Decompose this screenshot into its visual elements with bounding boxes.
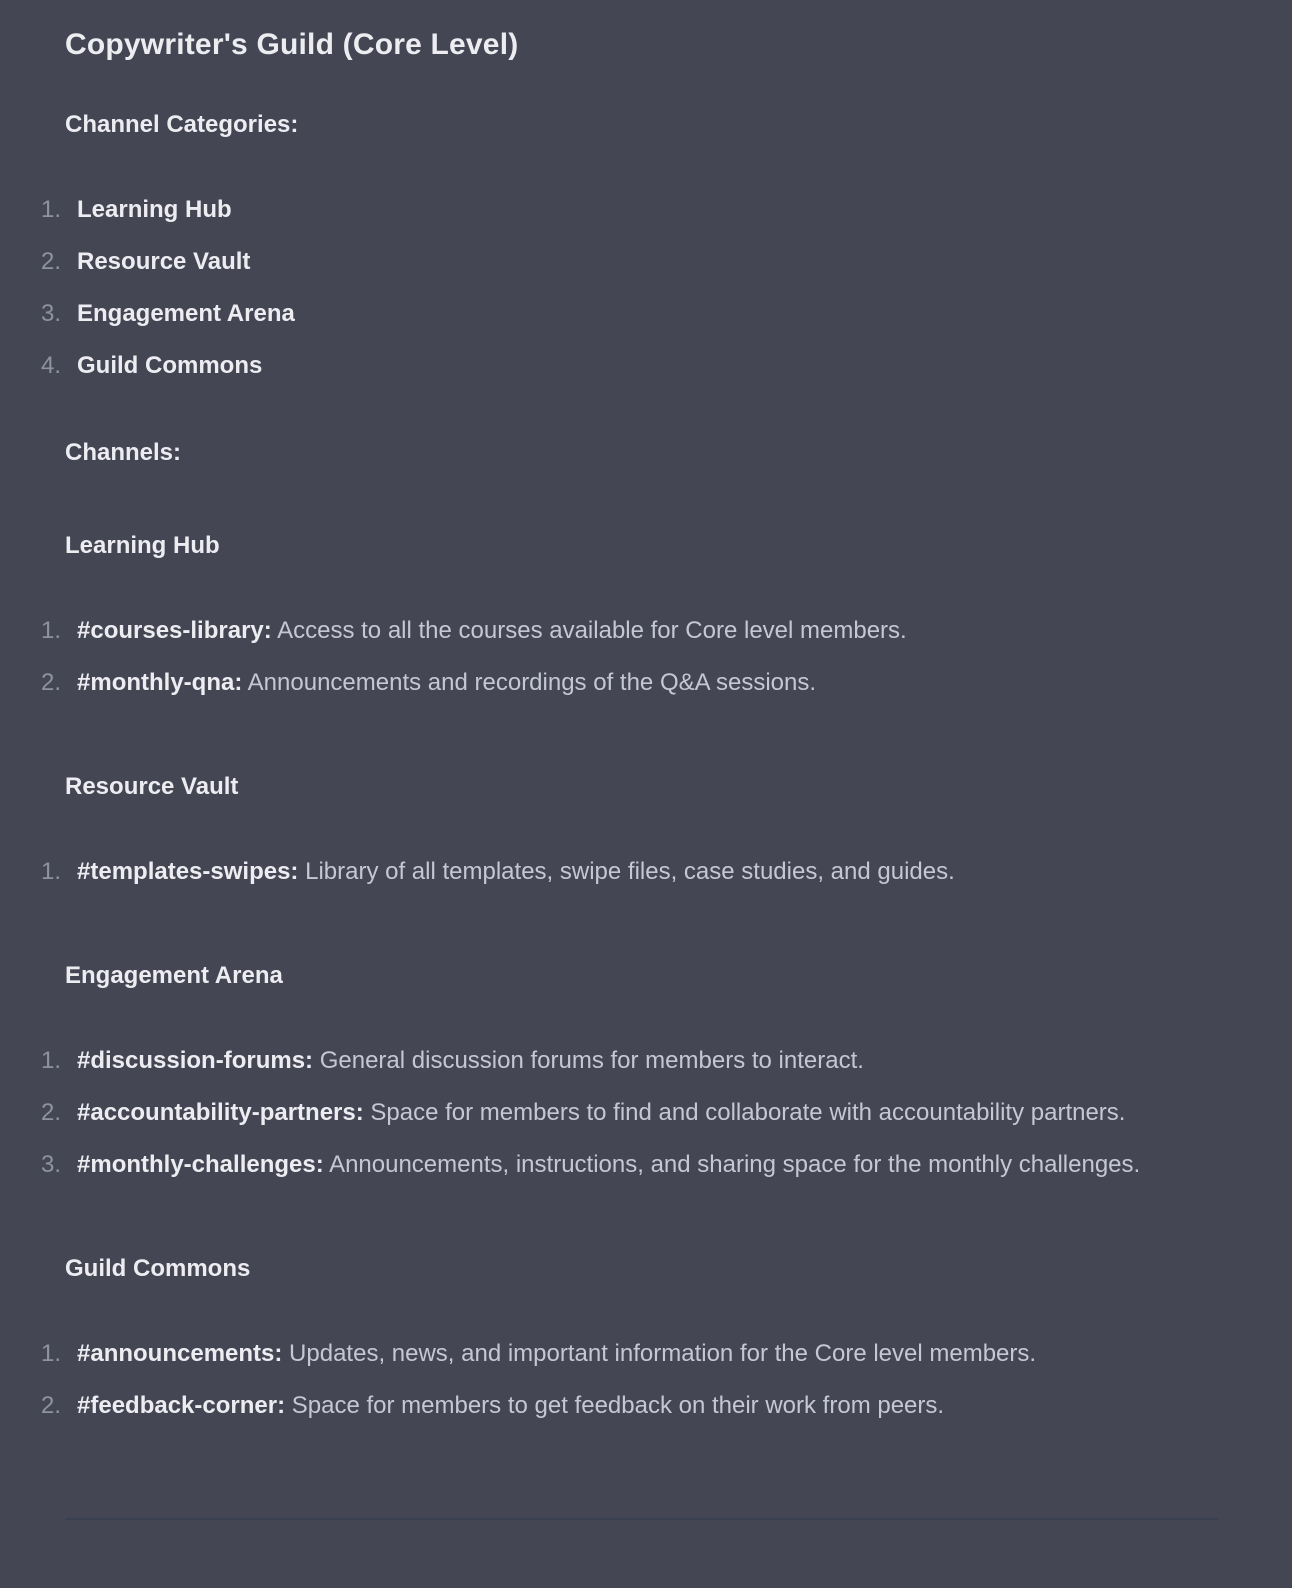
channel-name: #feedback-corner:: [77, 1392, 286, 1419]
message-divider: [65, 1518, 1218, 1520]
channel-name: Engagement Arena: [77, 300, 295, 327]
list-item: [77, 1087, 1218, 1139]
list-item: [77, 340, 1218, 392]
section-heading-learning-hub: Learning Hub: [65, 532, 220, 559]
section-heading-channels: Channels:: [65, 439, 182, 466]
channel-description: Space for members to find and collaborate with accountability partners.: [370, 1099, 1126, 1126]
list-item: [77, 288, 1218, 340]
section-heading-engagement-arena: Engagement Arena: [65, 962, 283, 989]
section-heading-resource-vault: Resource Vault: [65, 773, 239, 800]
channel-name: #monthly-challenges:: [77, 1151, 324, 1178]
list-item: [77, 846, 1218, 898]
channel-name: #monthly-qna:: [77, 669, 243, 696]
channel-list-resource-vault: [77, 846, 1218, 898]
channel-list-engagement-arena: [77, 1035, 1218, 1191]
channel-name: #courses-library:: [77, 617, 272, 644]
channel-description: Space for members to get feedback on their work from peers.: [291, 1392, 945, 1419]
channel-name: Resource Vault: [77, 248, 251, 275]
channel-description: General discussion forums for members to interact.: [319, 1047, 864, 1074]
channel-description: Announcements and recordings of the Q&A sessions.: [247, 669, 817, 696]
channel-description: Announcements, instructions, and sharing space for the monthly challenges.: [329, 1151, 1141, 1178]
channel-name: Guild Commons: [77, 352, 263, 379]
channel-name: Learning Hub: [77, 196, 232, 223]
section-heading-guild-commons: Guild Commons: [65, 1255, 251, 1282]
list-item: [77, 1035, 1218, 1087]
list-item: [77, 657, 1218, 709]
channel-name: #announcements:: [77, 1340, 283, 1367]
list-item: [77, 1139, 1218, 1191]
channel-name: #accountability-partners:: [77, 1099, 364, 1126]
list-item: [77, 1380, 1218, 1432]
page-title: Copywriter's Guild (Core Level): [65, 28, 519, 61]
channel-description: Access to all the courses available for Core level members.: [277, 617, 907, 644]
channel-list-channel-categories: [77, 184, 1218, 392]
channel-list-guild-commons: [77, 1328, 1218, 1432]
message-body: [65, 110, 1218, 1432]
channel-description: Updates, news, and important information for the Core level members.: [289, 1340, 1037, 1367]
list-item: [77, 1328, 1218, 1380]
channel-name: #templates-swipes:: [77, 858, 299, 885]
channel-description: Library of all templates, swipe files, case studies, and guides.: [305, 858, 955, 885]
list-item: [77, 184, 1218, 236]
list-item: [77, 605, 1218, 657]
list-item: [77, 236, 1218, 288]
channel-name: #discussion-forums:: [77, 1047, 314, 1074]
channel-list-learning-hub: [77, 605, 1218, 709]
section-heading-channel-categories: Channel Categories:: [65, 111, 299, 138]
